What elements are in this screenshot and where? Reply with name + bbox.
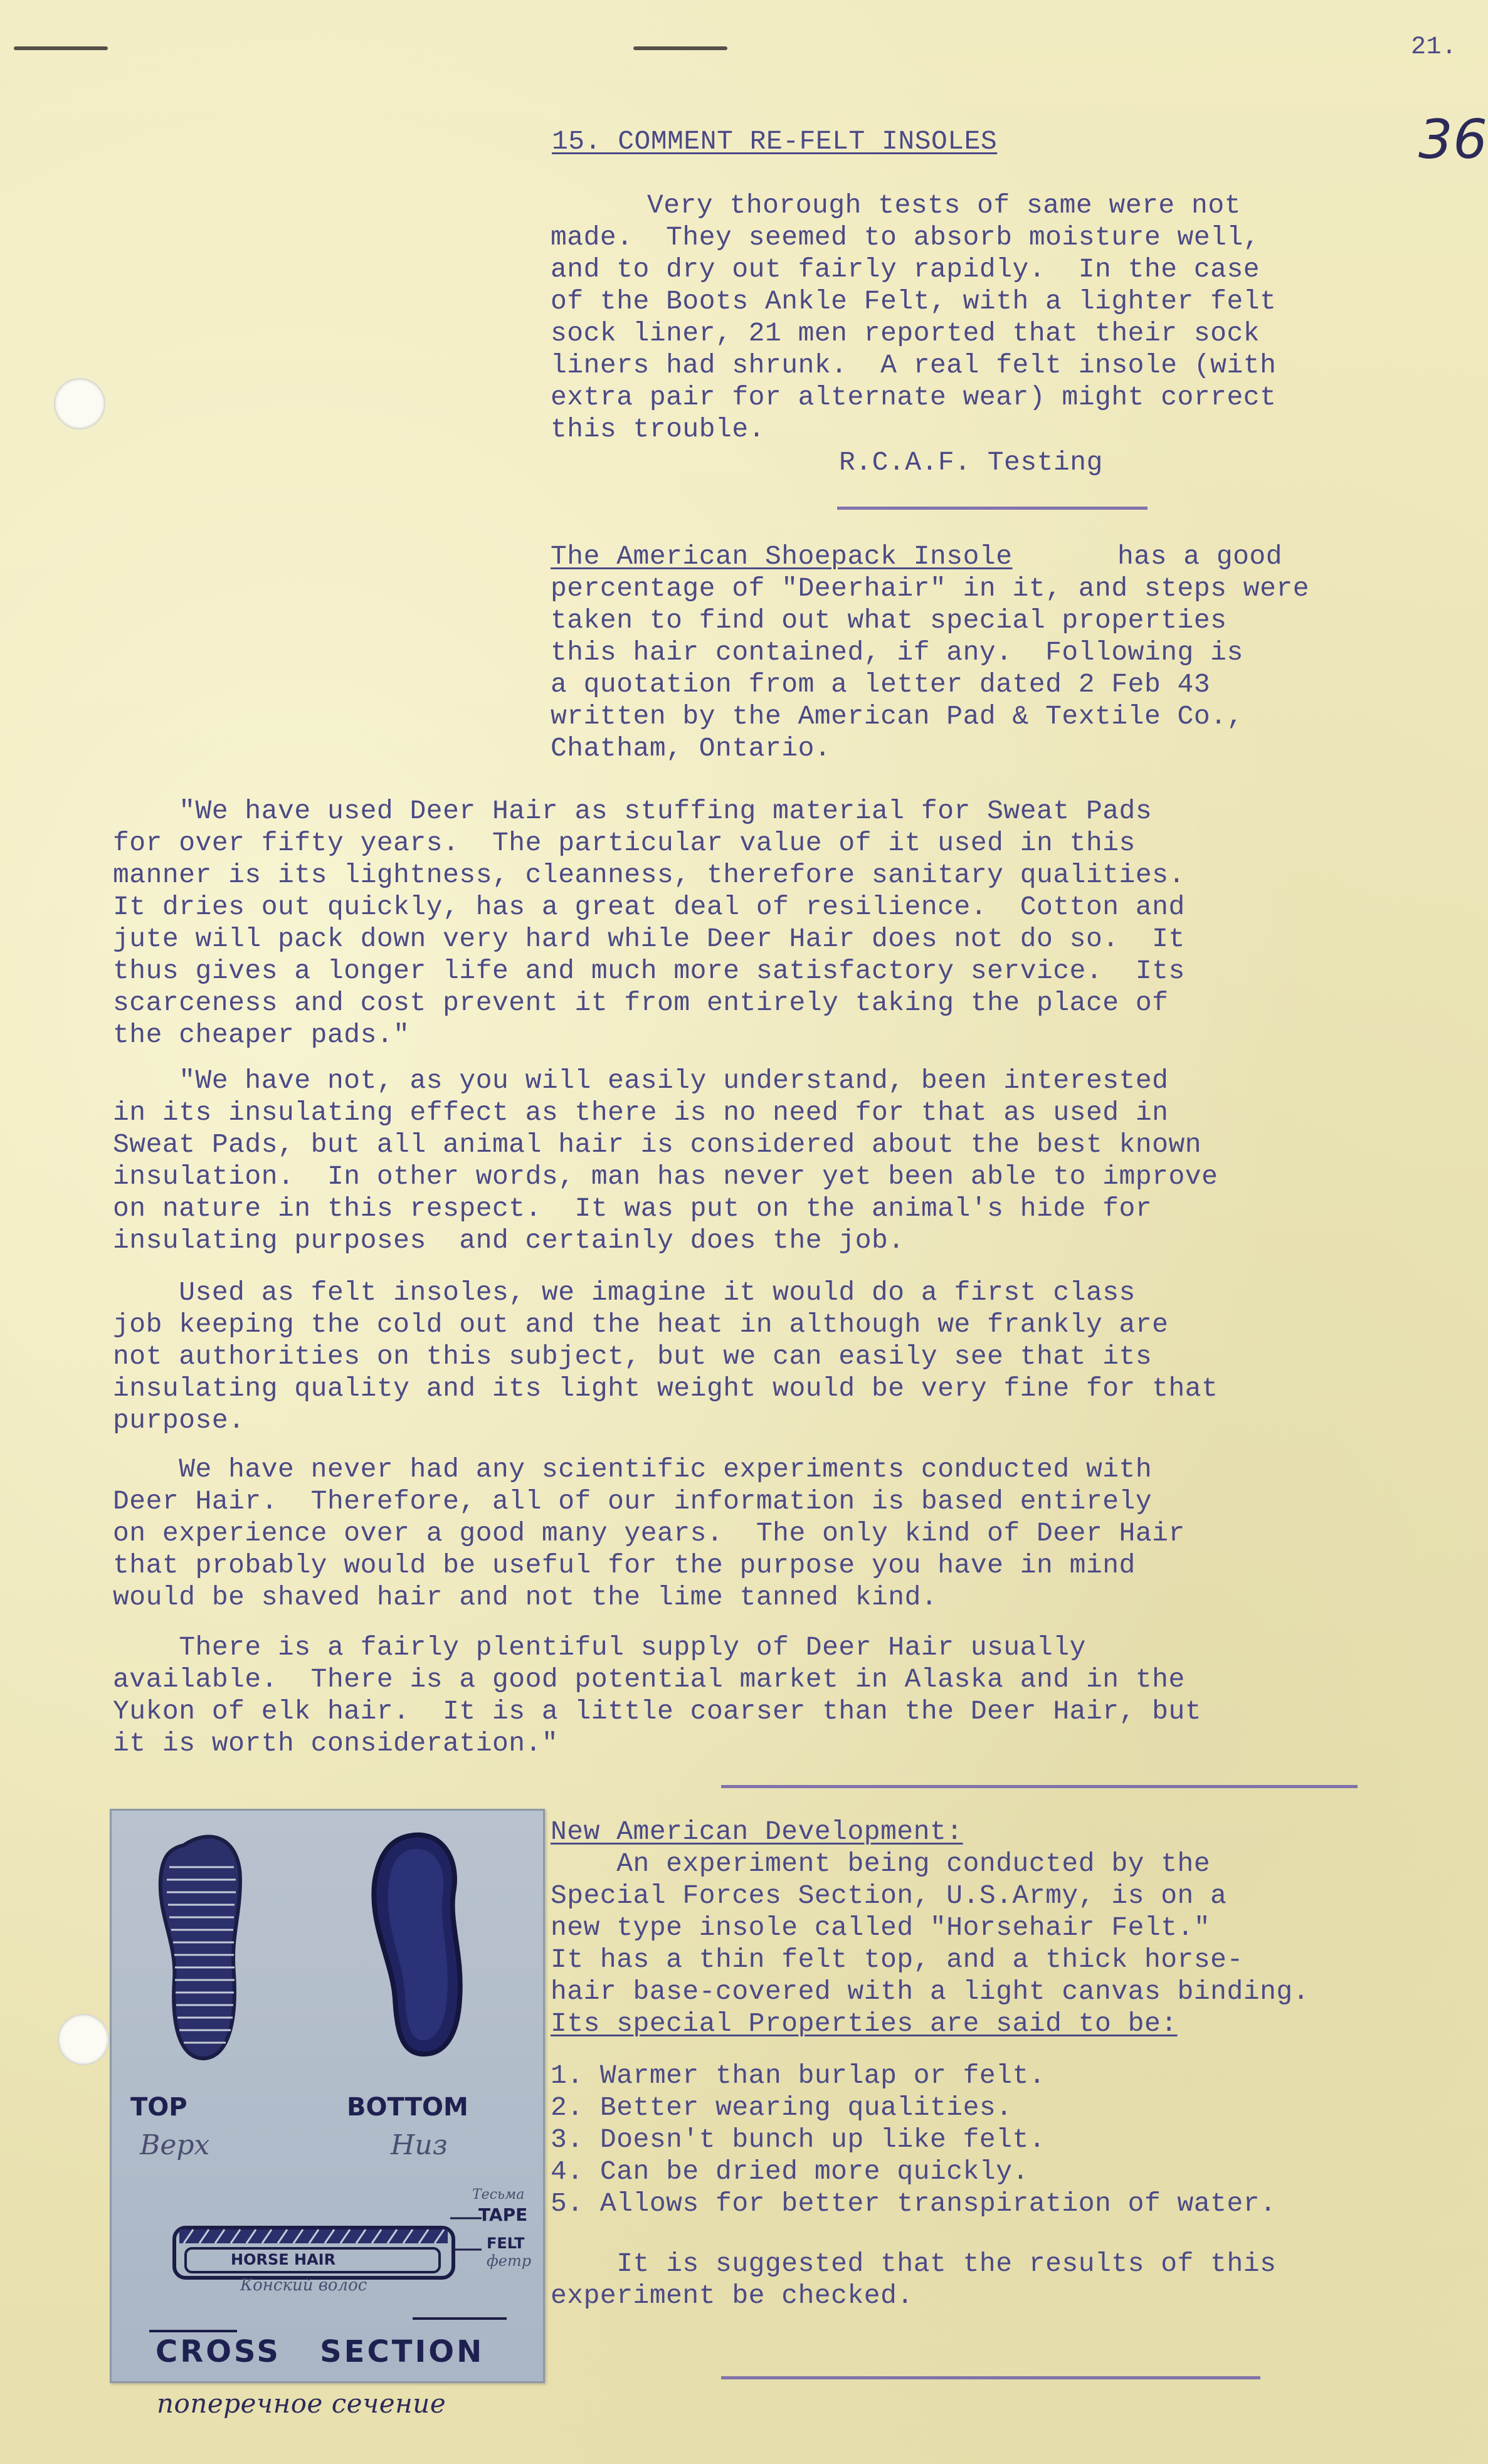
body-line: Special Forces Section, U.S.Army, is on a	[551, 1880, 1227, 1911]
body-line: new type insole called "Horsehair Felt."	[551, 1912, 1211, 1943]
quote-line: available. There is a good potential market in Alaska and in the	[113, 1664, 1185, 1695]
body-line: this trouble.	[551, 414, 765, 445]
body-line: a quotation from a letter dated 2 Feb 43	[551, 669, 1211, 700]
staple-mark-center	[633, 46, 727, 50]
diagram-label-bottom: BOTTOM	[347, 2093, 468, 2122]
body-line: Chatham, Ontario.	[551, 733, 831, 764]
shoepack-first-line-rest: has a good	[1117, 541, 1283, 572]
cross-section-drawing	[149, 2218, 507, 2331]
body-line: An experiment being conducted by the	[551, 1848, 1211, 1879]
quote-line: would be shaved hair and not the lime tanned kind.	[113, 1582, 938, 1613]
quote-line: There is a fairly plentiful supply of Deer Hair usually	[113, 1632, 1086, 1663]
quote-line: the cheaper pads."	[113, 1019, 410, 1050]
properties-heading: Its special Properties are said to be:	[551, 2008, 1178, 2039]
body-line: and to dry out fairly rapidly. In the case	[551, 254, 1260, 285]
body-line: extra pair for alternate wear) might correct	[551, 382, 1277, 413]
quote-line: jute will pack down very hard while Deer Hair does not do so. It	[113, 924, 1185, 954]
diagram-label-tape: TAPE	[478, 2204, 528, 2225]
body-line: Very thorough tests of same were not	[647, 190, 1241, 221]
staple-mark-left	[14, 46, 108, 50]
quote-line: job keeping the cold out and the heat in although we frankly are	[113, 1309, 1169, 1340]
divider	[721, 1785, 1358, 1788]
diagram-handwritten-tape: Тесьма	[472, 2187, 525, 2203]
diagram-label-cross-section: CROSS SECTION	[156, 2334, 485, 2369]
body-line: percentage of "Deerhair" in it, and steps were	[551, 573, 1309, 604]
diagram-handwritten-caption: поперечное сечение	[157, 2388, 446, 2419]
diagram-label-felt: FELT	[487, 2235, 525, 2252]
quote-line: Sweat Pads, but all animal hair is considered about the best known	[113, 1129, 1202, 1160]
body-line: written by the American Pad & Textile Co.,	[551, 701, 1243, 732]
quote-line: "We have used Deer Hair as stuffing material for Sweat Pads	[113, 796, 1153, 826]
list-item: 3. Doesn't bunch up like felt.	[551, 2124, 1046, 2155]
quote-line: in its insulating effect as there is no need for that as used in	[113, 1097, 1169, 1128]
insole-bottom-drawing	[374, 1835, 460, 2054]
quote-line: We have never had any scientific experiments conducted with	[113, 1454, 1153, 1485]
quote-line: on experience over a good many years. The only kind of Deer Hair	[113, 1518, 1185, 1549]
quote-line: insulating quality and its light weight would be very fine for that	[113, 1373, 1218, 1404]
body-line: this hair contained, if any. Following is	[551, 637, 1243, 668]
diagram-handwritten-top: Верх	[140, 2129, 210, 2161]
list-item: 5. Allows for better transpiration of water.	[551, 2188, 1277, 2219]
quote-line: Yukon of elk hair. It is a little coarser than the Deer Hair, but	[113, 1696, 1202, 1727]
divider	[837, 507, 1148, 510]
quote-line: thus gives a longer life and much more satisfactory service. Its	[113, 956, 1185, 986]
insole-top-drawing	[161, 1836, 240, 2058]
punch-hole-top	[54, 378, 105, 429]
diagram-label-top: TOP	[130, 2093, 187, 2122]
quote-line: Used as felt insoles, we imagine it would do a first class	[113, 1277, 1136, 1308]
body-line: liners had shrunk. A real felt insole (with	[551, 350, 1277, 381]
body-line: taken to find out what special properties	[551, 605, 1227, 636]
shoepack-title: The American Shoepack Insole	[551, 541, 1013, 572]
section-heading: 15. COMMENT RE-FELT INSOLES	[552, 126, 998, 157]
quote-line: it is worth consideration."	[113, 1728, 559, 1759]
quote-line: that probably would be useful for the purpose you have in mind	[113, 1550, 1136, 1581]
body-line: of the Boots Ankle Felt, with a lighter felt	[551, 286, 1277, 317]
divider	[721, 2376, 1260, 2379]
quote-line: insulating purposes and certainly does the job.	[113, 1225, 905, 1256]
handwritten-page-number: 36	[1418, 108, 1488, 171]
diagram-handwritten-bottom: Низ	[391, 2129, 448, 2161]
quote-line: scarceness and cost prevent it from entirely taking the place of	[113, 987, 1169, 1018]
list-item: 4. Can be dried more quickly.	[551, 2156, 1029, 2187]
quote-line: "We have not, as you will easily understand, been interested	[113, 1065, 1169, 1096]
new-development-title: New American Development:	[551, 1816, 963, 1847]
quote-line: manner is its lightness, cleanness, therefore sanitary qualities.	[113, 860, 1185, 890]
page-number: 21.	[1411, 33, 1457, 61]
diagram-label-horsehair: HORSE HAIR	[231, 2251, 336, 2268]
quote-line: for over fifty years. The particular value of it used in this	[113, 828, 1136, 858]
list-item: 1. Warmer than burlap or felt.	[551, 2060, 1046, 2091]
source-attribution: R.C.A.F. Testing	[839, 447, 1103, 478]
body-line: experiment be checked.	[551, 2280, 914, 2311]
diagram-handwritten-horsehair: Конский волос	[240, 2276, 367, 2295]
body-line: It has a thin felt top, and a thick horse-	[551, 1944, 1243, 1975]
list-item: 2. Better wearing qualities.	[551, 2092, 1013, 2123]
quote-line: insulation. In other words, man has never yet been able to improve	[113, 1161, 1218, 1192]
quote-line: on nature in this respect. It was put on the animal's hide for	[113, 1193, 1153, 1224]
body-line: sock liner, 21 men reported that their sock	[551, 318, 1260, 349]
body-line: It is suggested that the results of this	[551, 2248, 1277, 2279]
body-line: made. They seemed to absorb moisture well,	[551, 222, 1260, 253]
diagram-handwritten-felt: фетр	[487, 2252, 532, 2270]
insole-diagram-clipping	[110, 1809, 545, 2383]
quote-line: Deer Hair. Therefore, all of our information is based entirely	[113, 1486, 1153, 1517]
quote-line: It dries out quickly, has a great deal of resilience. Cotton and	[113, 892, 1185, 922]
quote-line: not authorities on this subject, but we can easily see that its	[113, 1341, 1153, 1372]
quote-line: purpose.	[113, 1405, 245, 1436]
punch-hole-bottom	[58, 2014, 109, 2065]
body-line: hair base-covered with a light canvas binding.	[551, 1976, 1309, 2007]
